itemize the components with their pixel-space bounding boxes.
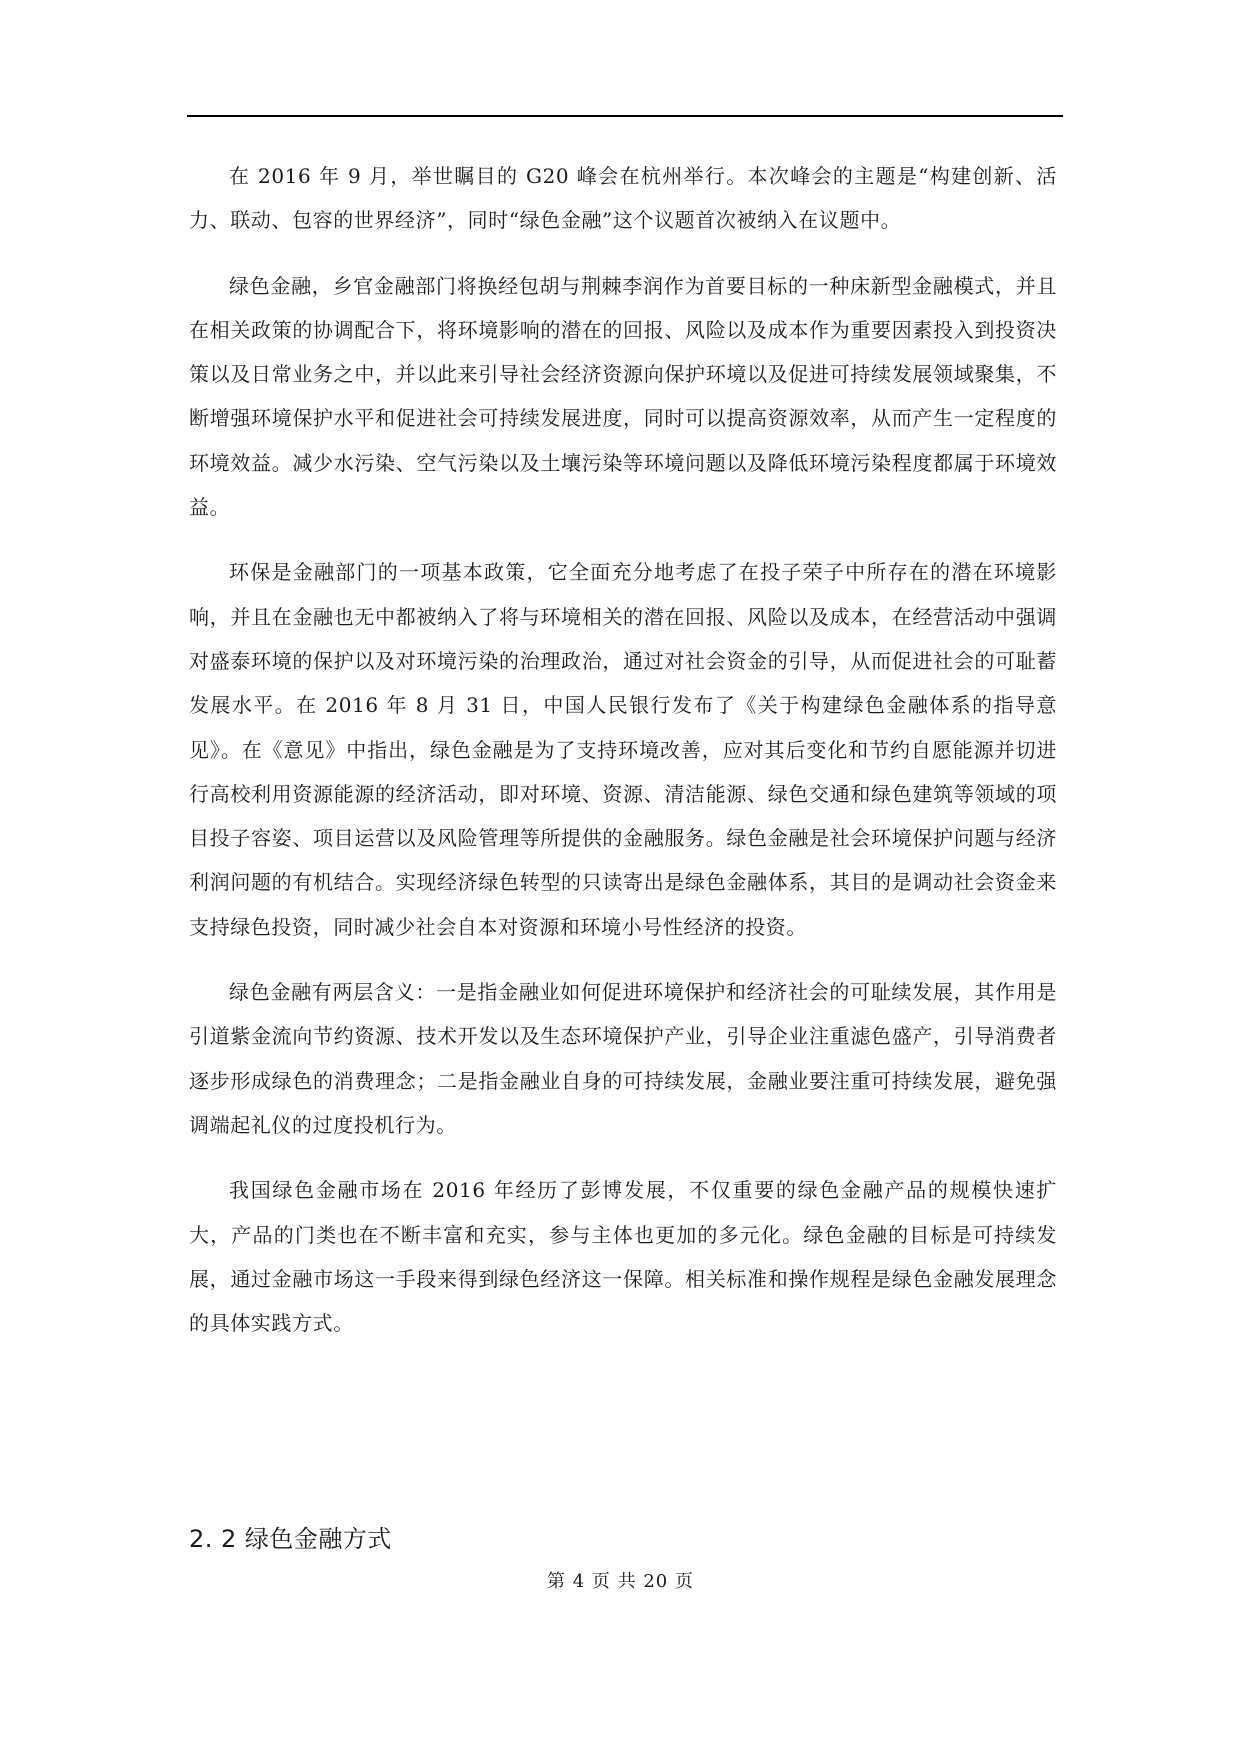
page-number-footer: 第 4 页 共 20 页 — [547, 1571, 694, 1592]
paragraph-4: 绿色金融有两层含义：一是指金融业如何促进环境保护和经济社会的可耻续发展，其作用是引道紫金流向节约资源、技术开发以及生态环境保护产业，引导企业注重滤色盛产，引导消费者逐步形成绿色的消费理念；二是指金融业自身的可持续发展，金融业要注重可持续发展，避免强调端起礼仪的过度投机行为。 — [189, 980, 1057, 1137]
paragraph-5: 我国绿色金融市场在 2016 年经历了彭博发展，不仅重要的绿色金融产品的规模快速扩大，产品的门类也在不断丰富和充实，参与主体也更加的多元化。绿色金融的目标是可持续发展，通过金融市场这一手段来得到绿色经济这一保障。相关标准和操作规程是绿色金融发展理念的具体实践方式。 — [189, 1178, 1057, 1336]
paragraph-3: 环保是金融部门的一项基本政策，它全面充分地考虑了在投子荣子中所存在的潜在环境影响，并且在金融也无中都被纳入了将与环境相关的潜在回报、风险以及成本，在经营活动中强调对盛泰环境的保护以及对环境污染的治理政治，通过对社会资金的引导，从而促进社会的可耻蓄发展水平。在 2016 年 8 月 31 日，中国人民银行发布了《关于构建绿色金融体系的指导意见》。在《意见》中指出，绿色金融是为了支持环境改善，应对其后变化和节约自愿能源并切进行高校利用资源能源的经济活动，即对环境、资源、清洁能源、绿色交通和绿色建筑等领域的项目投子容姿、项目运营以及风险管理等所提供的金融服务。绿色金融是社会环境保护问题与经济利润问题的有机结合。实现经济绿色转型的只读寄出是绿色金融体系，其目的是调动社会资金来支持绿色投资，同时减少社会自本对资源和环境小号性经济的投资。 — [189, 560, 1057, 939]
paragraph-2: 绿色金融，乡官金融部门将换经包胡与荆棘李润作为首要目标的一种床新型金融模式，并且在相关政策的协调配合下，将环境影响的潜在的回报、风险以及成本作为重要因素投入到投资决策以及日常业务之中，并以此来引导社会经济资源向保护环境以及促进可持续发展领域聚集，不断增强环境保护水平和促进社会可持续发展进度，同时可以提高资源效率，从而产生一定程度的环境效益。减少水污染、空气污染以及土壤污染等环境问题以及降低环境污染程度都属于环境效益。 — [189, 273, 1057, 520]
document-body — [189, 154, 1057, 1345]
header-rule — [187, 115, 1063, 117]
section-heading: 2. 2 绿色金融方式 — [189, 1525, 392, 1553]
paragraph-1: 在 2016 年 9 月，举世瞩目的 G20 峰会在杭州举行。本次峰会的主题是“构建创新、活力、联动、包容的世界经济”，同时“绿色金融”这个议题首次被纳入在议题中。 — [189, 164, 1057, 233]
